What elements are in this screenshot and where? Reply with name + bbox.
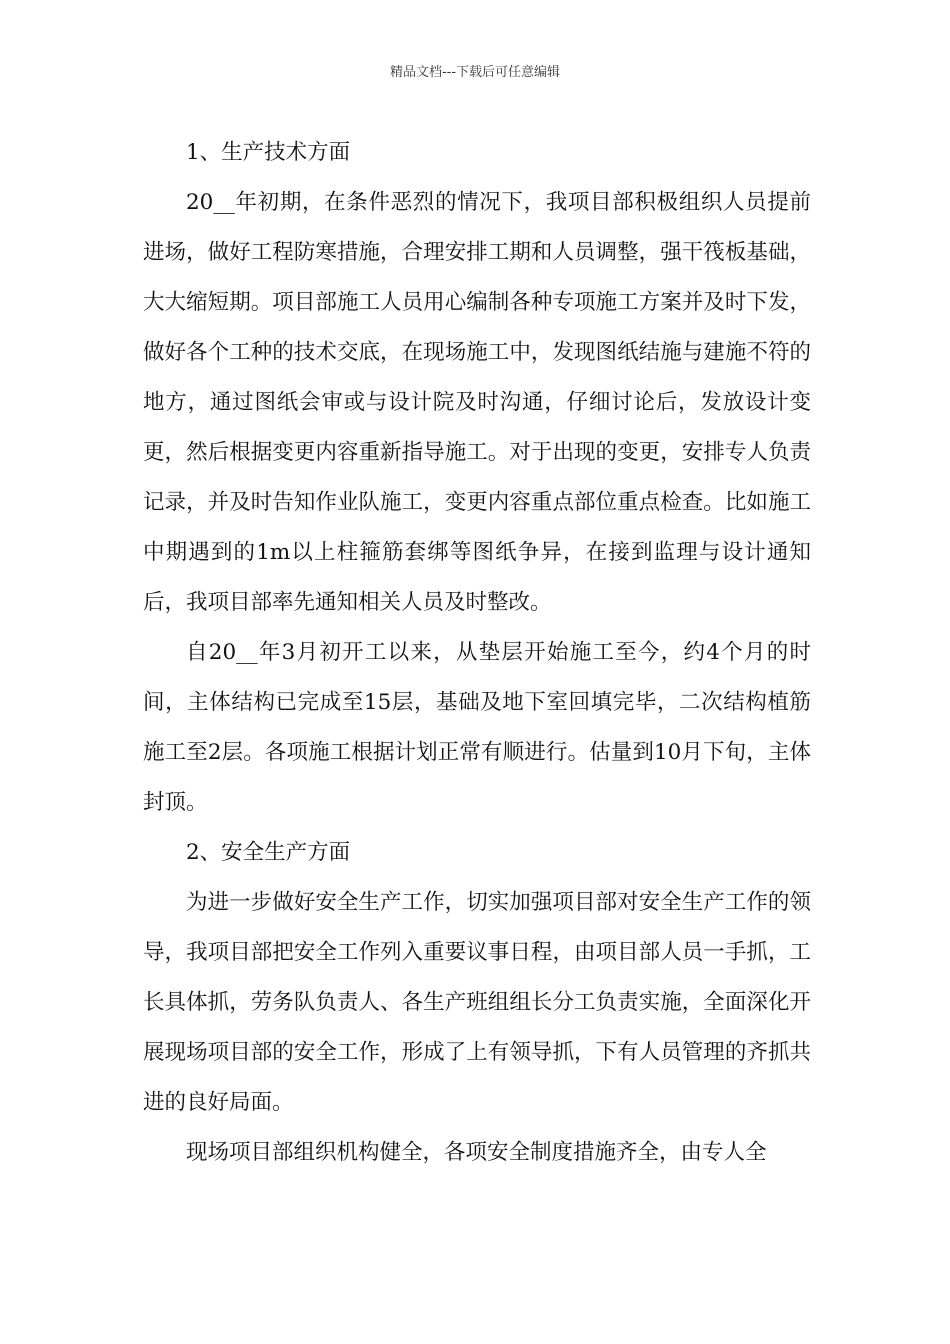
- page-header: 精品文档---下载后可任意编辑: [389, 65, 561, 80]
- document-body: [143, 128, 811, 1178]
- paragraph-site-organization: 现场项目部组织机构健全，各项安全制度措施齐全，由专人全: [186, 1140, 767, 1165]
- section-heading-safety-production: 2、安全生产方面: [186, 840, 351, 865]
- paragraph-safety-leadership: 为进一步做好安全生产工作，切实加强项目部对安全生产工作的领导，我项目部把安全工作列入重要议事日程，由项目部人员一手抓，工长具体抓，劳务队负责人、各生产班组组长分工负责实施，全面深化开展现场项目部的安全工作，形成了上有领导抓，下有人员管理的齐抓共进的良好局面。: [143, 890, 811, 1115]
- paragraph-early-progress: 20__年初期，在条件恶烈的情况下，我项目部积极组织人员提前进场，做好工程防寒措施，合理安排工期和人员调整，强干筏板基础，大大缩短期。项目部施工人员用心编制各种专项施工方案并及时下发，做好各个工种的技术交底，在现场施工中，发现图纸结施与建施不符的地方，通过图纸会审或与设计院及时沟通，仔细讨论后，发放设计变更，然后根据变更内容重新指导施工。对于出现的变更，安排专人负责记录，并及时告知作业队施工，变更内容重点部位重点检查。比如施工中期遇到的1m以上柱箍筋套绑等图纸争异，在接到监理与设计通知后，我项目部率先通知相关人员及时整改。: [143, 190, 811, 615]
- section-heading-production-technology: 1、生产技术方面: [186, 140, 351, 165]
- paragraph-construction-status: 自20__年3月初开工以来，从垫层开始施工至今，约4个月的时间，主体结构已完成至15层，基础及地下室回填完毕，二次结构植筋施工至2层。各项施工根据计划正常有顺进行。估量到10月下旬，主体封顶。: [143, 640, 811, 815]
